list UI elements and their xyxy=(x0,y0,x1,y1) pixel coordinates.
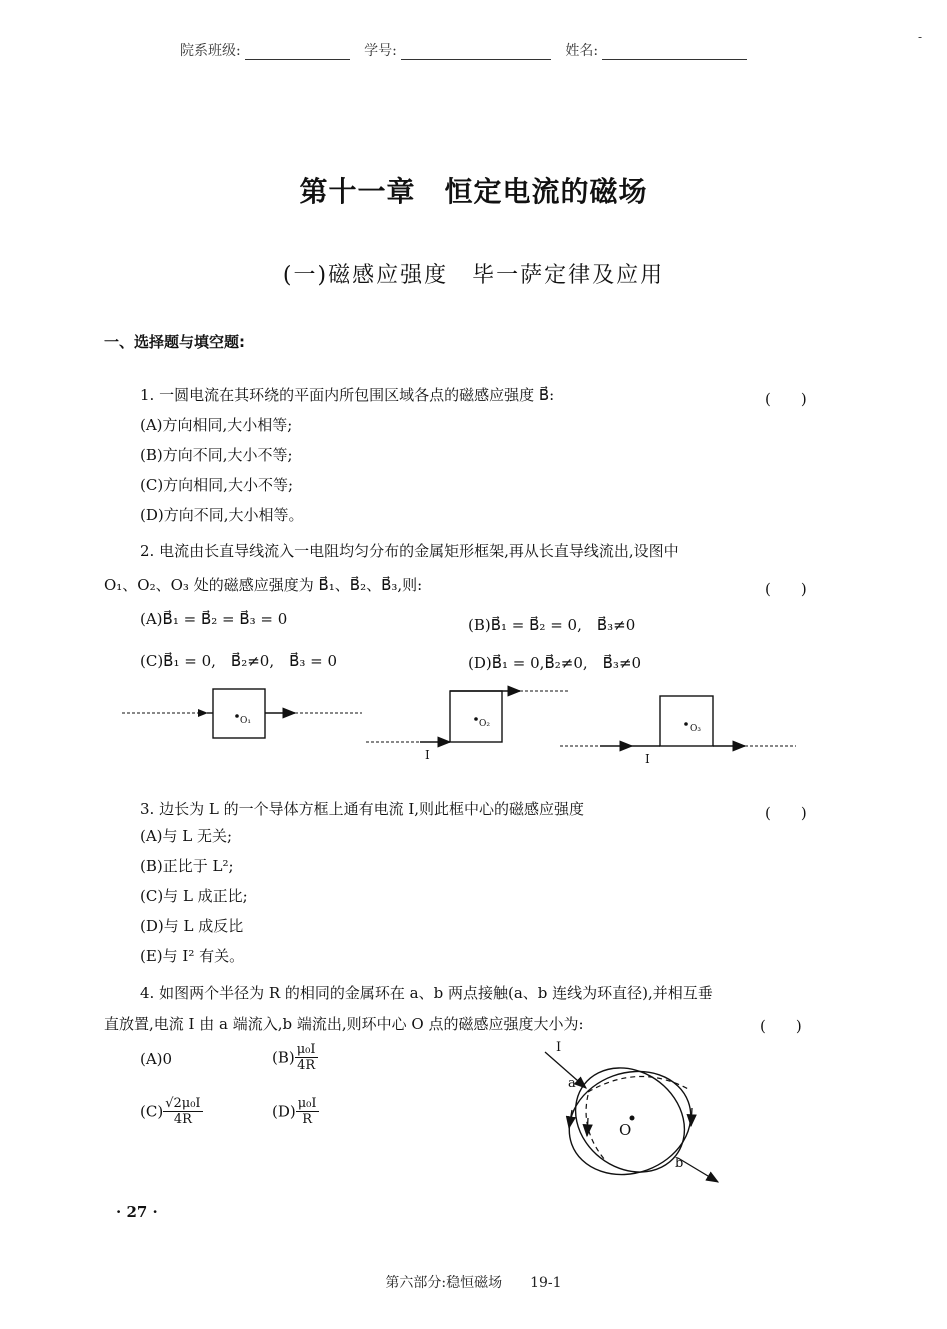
q3-option-c: (C)与 L 成正比; xyxy=(140,887,248,905)
corner-mark: - xyxy=(918,30,923,44)
q3-option-b: (B)正比于 L²; xyxy=(140,857,234,875)
name-label: 姓名: xyxy=(565,43,599,59)
section-title: (一)磁感应强度 毕一萨定律及应用 xyxy=(282,263,665,288)
q4-current-label: I xyxy=(556,1040,562,1055)
outgoing-wire xyxy=(678,1158,718,1182)
q3-answer-blank[interactable]: ( ) xyxy=(765,804,807,822)
q4-option-d-label: (D) xyxy=(272,1102,296,1121)
q4-point-b-label: b xyxy=(675,1156,684,1171)
q4-option-b-label: (B) xyxy=(272,1048,295,1067)
q4-center-label: O xyxy=(619,1121,632,1139)
ring-arrow-left xyxy=(569,1110,572,1128)
q3-option-a: (A)与 L 无关; xyxy=(140,827,233,845)
class-label: 院系班级: xyxy=(180,43,241,59)
q3-option-e: (E)与 I² 有关。 xyxy=(140,947,245,965)
center-point xyxy=(630,1116,635,1121)
q4-option-d-denominator: R xyxy=(302,1112,313,1127)
q2-option-d: (D)B⃗₁ = 0,B⃗₂≠0, B⃗₃≠0 xyxy=(468,654,642,672)
id-label: 学号: xyxy=(364,43,397,59)
q4-option-c-denominator: 4R xyxy=(173,1112,192,1127)
incoming-wire xyxy=(545,1052,586,1088)
q4-option-c-label: (C) xyxy=(140,1102,164,1121)
ring-back-dashed-2 xyxy=(586,1095,605,1160)
q4-option-b-denominator: 4R xyxy=(297,1058,316,1073)
q1-option-b: (B)方向不同,大小不等; xyxy=(140,446,293,464)
o1-label: O₁ xyxy=(240,716,251,726)
q4-point-a-label: a xyxy=(568,1076,576,1091)
part-heading: 一、选择题与填空题: xyxy=(104,333,245,351)
q4-option-d-numerator: μ₀I xyxy=(297,1096,317,1111)
q4-option-b-numerator: μ₀I xyxy=(296,1042,316,1057)
chapter-title: 第十一章 恒定电流的磁场 xyxy=(299,175,648,208)
q2-option-b: (B)B⃗₁ = B⃗₂ = 0, B⃗₃≠0 xyxy=(468,616,636,634)
q4-answer-blank[interactable]: ( ) xyxy=(760,1017,802,1035)
q1-stem: 1. 一圆电流在其环绕的平面内所包围区域各点的磁感应强度 B⃗: xyxy=(140,386,555,404)
q2-stem-line2: O₁、O₂、O₃ 处的磁感应强度为 B⃗₁、B⃗₂、B⃗₃,则: xyxy=(104,576,423,594)
q2-option-a: (A)B⃗₁ = B⃗₂ = B⃗₃ = 0 xyxy=(140,610,288,628)
q4-option-a: (A)0 xyxy=(140,1050,173,1068)
q2-answer-blank[interactable]: ( ) xyxy=(765,580,807,598)
page-number: · 27 · xyxy=(116,1203,158,1221)
q1-answer-blank[interactable]: ( ) xyxy=(765,390,807,408)
q2-stem-line1: 2. 电流由长直导线流入一电阻均匀分布的金属矩形框架,再从长直导线流出,设图中 xyxy=(140,542,679,560)
q3-stem: 3. 边长为 L 的一个导体方框上通有电流 I,则此框中心的磁感应强度 xyxy=(140,800,585,818)
o2-label: O₂ xyxy=(479,719,490,729)
q3-option-d: (D)与 L 成反比 xyxy=(140,917,244,935)
ring-arrow-inner xyxy=(587,1118,588,1136)
page-footer: 第六部分:稳恒磁场 19-1 xyxy=(385,1275,562,1291)
q4-option-c-numerator: √2μ₀I xyxy=(165,1096,201,1111)
q2-option-c: (C)B⃗₁ = 0, B⃗₂≠0, B⃗₃ = 0 xyxy=(140,652,338,670)
ring-back-dashed xyxy=(588,1076,690,1092)
q1-option-d: (D)方向不同,大小相等。 xyxy=(140,506,304,524)
q1-option-c: (C)方向相同,大小不等; xyxy=(140,476,294,494)
q4-stem-line2: 直放置,电流 I 由 a 端流入,b 端流出,则环中心 O 点的磁感应强度大小为: xyxy=(104,1015,584,1033)
q4-stem-line1: 4. 如图两个半径为 R 的相同的金属环在 a、b 两点接触(a、b 连线为环直径),并相互垂 xyxy=(140,984,713,1002)
q1-option-a: (A)方向相同,大小相等; xyxy=(140,416,293,434)
frame-2-current-label: I xyxy=(425,748,430,762)
o3-label: O₃ xyxy=(690,724,701,734)
frame-3-current-label: I xyxy=(645,752,650,766)
ring-2 xyxy=(555,1046,706,1193)
